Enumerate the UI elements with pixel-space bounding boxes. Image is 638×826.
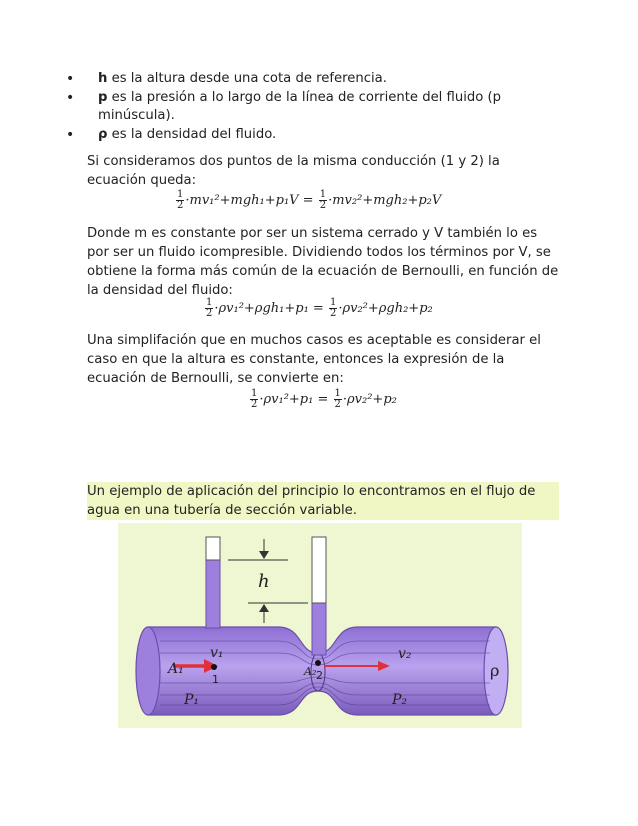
paragraph-divide-volume: Donde m es constante por ser un sistema cerrado y V también lo es por ser un fluido icompresible. Dividiendo todos los términos por V, se obtiene la forma más común de la ecuación de Bernoulli, en función de la densidad del fluido: — [87, 226, 559, 298]
fraction-half: $\frac{1}{2}$ — [329, 297, 337, 319]
term-p: p — [98, 90, 108, 105]
equation-energy-volume: $\frac{1}{2}$ ·mv₁²+mgh₁+p₁V = $\frac{1}{2}$ ·mv₂²+mgh₂+p₂V — [177, 189, 442, 211]
list-item — [62, 126, 542, 144]
label-P1: P₁ — [184, 692, 200, 708]
venturi-figure — [118, 523, 522, 728]
label-rho: ρ — [490, 661, 500, 680]
label-v2: v₂ — [398, 646, 412, 662]
term-h: h — [98, 71, 108, 86]
equation-bernoulli-full: $\frac{1}{2}$ ·ρv₁²+ρgh₁+p₁ = $\frac{1}{2}$ ·ρv₂²+ρgh₂+p₂ — [206, 297, 433, 319]
fraction-half: $\frac{1}{2}$ — [206, 297, 213, 319]
arrow-up-icon — [259, 604, 269, 612]
label-point-2: 2 — [316, 669, 323, 682]
paragraph-example-highlighted: Un ejemplo de aplicación del principio lo encontramos en el flujo de agua en una tubería de sección variable. — [87, 482, 559, 520]
tube-2-empty — [312, 537, 326, 603]
equation-bernoulli-constant-height: $\frac{1}{2}$ ·ρv₁²+p₁ = $\frac{1}{2}$ ·ρv₂²+p₂ — [251, 388, 397, 410]
fraction-half: $\frac{1}{2}$ — [319, 189, 327, 211]
label-point-1: 1 — [212, 673, 219, 686]
tube-1-empty — [206, 537, 220, 560]
list-item — [62, 70, 542, 88]
term-rho: ρ — [98, 127, 108, 142]
fraction-half: $\frac{1}{2}$ — [334, 388, 341, 410]
tube-2-water — [312, 603, 326, 655]
definition-text: es la densidad del fluido. — [107, 127, 277, 142]
label-A2: A₂ — [304, 665, 317, 678]
paragraph-two-points: Si consideramos dos puntos de la misma conducción (1 y 2) la ecuación queda: — [87, 154, 500, 188]
pipe-left-end — [136, 627, 160, 715]
tube-1-water — [206, 560, 220, 628]
point-1-marker — [211, 664, 217, 670]
label-v1: v₁ — [210, 645, 224, 661]
definition-text: es la altura desde una cota de referencia. — [107, 71, 387, 86]
variable-definitions-list — [62, 70, 542, 145]
paragraph-simplification: Una simplifación que en muchos casos es aceptable es considerar el caso en que la altura es constante, entonces la expresión de la ecuación de Bernoulli, se convierte en: — [87, 333, 541, 386]
arrow-down-icon — [259, 551, 269, 559]
definition-text: es la presión a lo largo de la línea de corriente del fluido (p minúscula). — [98, 90, 502, 123]
list-item — [62, 89, 542, 125]
fraction-half: $\frac{1}{2}$ — [251, 388, 258, 410]
venturi-diagram — [118, 523, 522, 728]
label-h: h — [258, 571, 270, 592]
label-P2: P₂ — [392, 692, 408, 708]
label-A1: A₁ — [168, 661, 184, 677]
fraction-half: $\frac{1}{2}$ — [177, 189, 184, 211]
